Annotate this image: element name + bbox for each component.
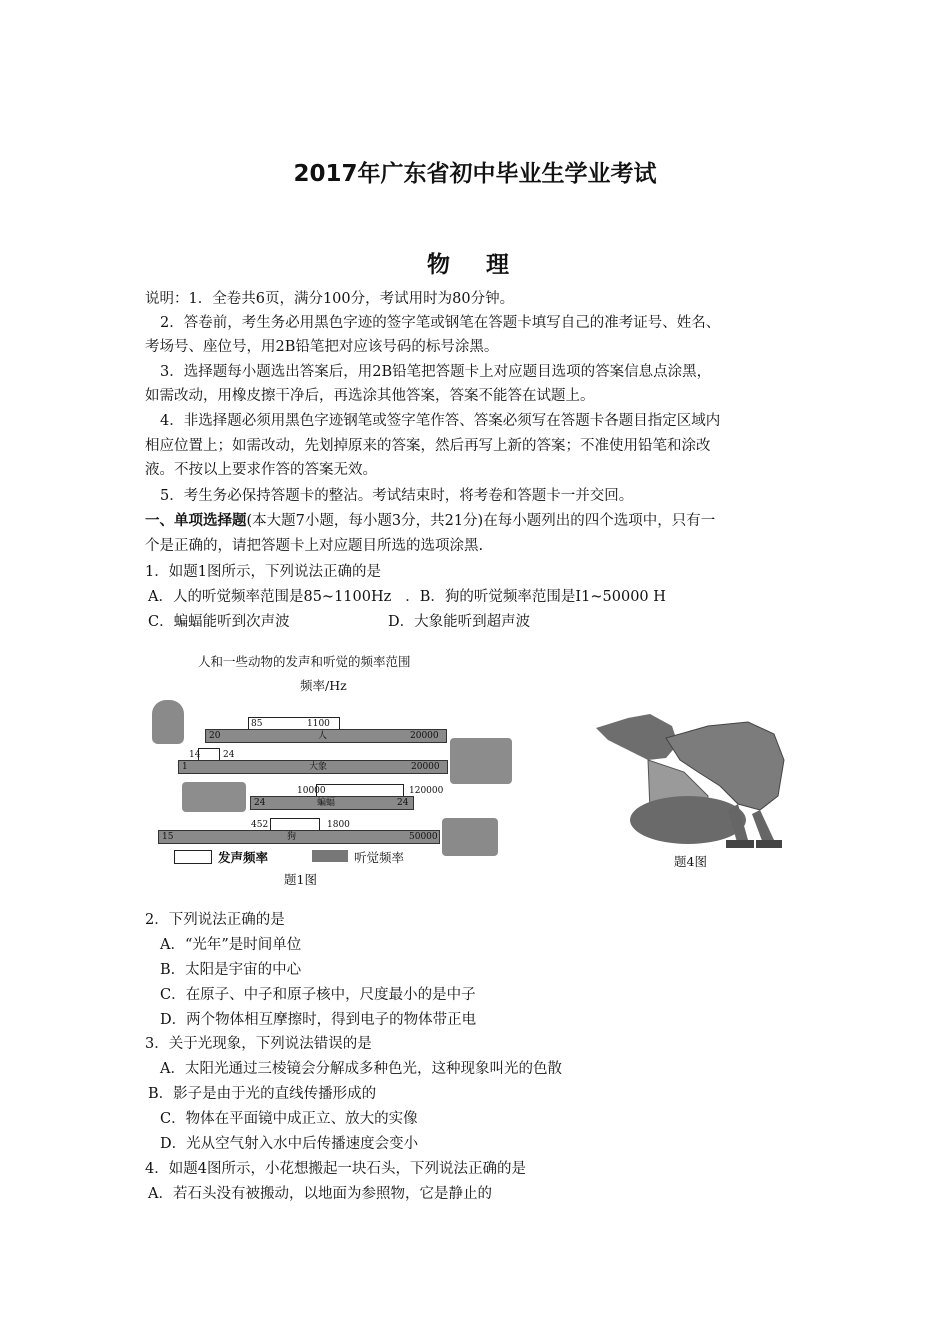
q2-option-b: B．太阳是宇宙的中心 (160, 962, 302, 978)
q1-options-row1 (148, 587, 813, 607)
q1-stem: 1．如题1图所示，下列说法正确的是 (145, 564, 381, 580)
human-voice-low: 85 (251, 719, 263, 729)
legend-hear-label: 听觉频率 (354, 850, 405, 865)
q1-options-row2 (148, 612, 813, 632)
girl-lifting-stone-illustration (588, 700, 818, 850)
elephant-hear-low: 1 (182, 762, 188, 772)
instruction-1: 说明：1．全卷共6页，满分100分，考试用时为80分钟。 (145, 291, 515, 307)
figure-1-title: 人和一些动物的发声和听觉的频率范围 (198, 654, 411, 669)
instruction-2: 2．答卷前，考生务必用黑色字迹的签字笔或钢笔在答题卡填写自己的准考证号、姓名、 (160, 315, 721, 331)
elephant-hear-high: 20000 (411, 762, 440, 772)
figure-1-caption: 题1图 (284, 872, 317, 887)
bat-voice-low: 10000 (297, 786, 326, 796)
section-1-heading: 一、单项选择题 (145, 513, 247, 529)
bat-voice-high: 120000 (409, 786, 444, 796)
dog-voice-low: 452 (251, 820, 269, 830)
bat-name: 蝙蝠 (317, 798, 336, 808)
dog-hear-bar (158, 830, 440, 844)
instruction-5: 5．考生务必保持答题卡的整沾。考试结束时，将考卷和答题卡一并交回。 (160, 488, 634, 504)
instruction-4: 4．非选择题必须用黑色字迹钢笔或签字笔作答、答案必须写在答题卡各题目指定区域内 (160, 413, 721, 429)
bat-hear-bar (250, 796, 414, 810)
q3-option-b: B．影子是由于光的直线传播形成的 (148, 1086, 377, 1102)
subject-title: 物 理 (426, 252, 523, 278)
q3-option-a: A．太阳光通过三棱镜会分解成多种色光，这种现象叫光的色散 (160, 1061, 562, 1077)
instruction-2-cont: 考场号、座位号，用2B铅笔把对应该号码的标号涂黑。 (145, 339, 499, 355)
q2-option-c: C．在原子、中子和原子核中，尺度最小的是中子 (160, 987, 476, 1003)
human-picture (152, 700, 184, 744)
q3-option-d: D．光从空气射入水中后传播速度会变小 (160, 1136, 419, 1152)
human-voice-high: 1100 (307, 719, 330, 729)
figure-1-unit: 频率/Hz (300, 678, 347, 693)
figure-1 (150, 650, 620, 890)
legend-voice-swatch (174, 850, 212, 864)
q1-option-b: ．B．狗的听觉频率范围是I1~50000 H (405, 589, 666, 605)
instruction-4-cont2: 液。不按以上要求作答的答案无效。 (145, 462, 377, 478)
q2-option-d: D．两个物体相互摩擦时，得到电子的物体带正电 (160, 1012, 477, 1028)
section-1-desc: (本大题7小题，每小题3分，共21分)在每小题列出的四个选项中，只有一 (246, 513, 716, 529)
elephant-hear-bar (178, 760, 448, 774)
legend-hear-swatch (312, 850, 348, 862)
q4-option-a: A．若石头没有被搬动，以地面为参照物，它是静止的 (148, 1186, 492, 1202)
section-1-desc-cont: 个是正确的，请把答题卡上对应题目所选的选项涂黑. (145, 538, 484, 554)
human-hear-low: 20 (209, 731, 221, 741)
q3-stem: 3．关于光现象，下列说法错误的是 (145, 1036, 372, 1052)
q1-option-a: A．人的听觉频率范围是85~1100Hz (148, 589, 392, 605)
q1-option-d: D．大象能听到超声波 (388, 614, 531, 630)
q4-stem: 4．如题4图所示，小花想搬起一块石头，下列说法正确的是 (145, 1161, 526, 1177)
section-1-heading-line (145, 511, 810, 531)
elephant-voice-high: 24 (223, 750, 235, 760)
instruction-3-cont: 如需改动，用橡皮擦干净后，再选涂其他答案，答案不能答在试题上。 (145, 388, 595, 404)
human-hear-bar (205, 729, 447, 743)
exam-title: 2017年广东省初中毕业生学业考试 (293, 161, 657, 187)
human-hear-high: 20000 (410, 731, 439, 741)
q2-stem: 2．下列说法正确的是 (145, 912, 285, 928)
elephant-picture (450, 738, 512, 784)
dog-hear-high: 50000 (409, 832, 438, 842)
dog-name: 狗 (287, 832, 297, 842)
human-name: 人 (318, 731, 328, 741)
q2-option-a: A．“光年”是时间单位 (160, 937, 302, 953)
dog-hear-low: 15 (162, 832, 174, 842)
instruction-4-cont: 相应位置上；如需改动，先划掉原来的答案，然后再写上新的答案；不准使用铅笔和涂改 (145, 438, 711, 454)
elephant-voice-low: 14 (189, 750, 201, 760)
figure-4 (588, 700, 818, 880)
legend-voice-label: 发声频率 (218, 850, 269, 865)
q1-option-c: C．蝙蝠能听到次声波 (148, 614, 290, 630)
bat-hear-low: 24 (254, 798, 266, 808)
dog-picture (442, 818, 498, 856)
instruction-3: 3．选择题每小题选出答案后，用2B铅笔把答题卡上对应题目选项的答案信息点涂黑， (160, 364, 712, 380)
bat-hear-high: 24 (397, 798, 409, 808)
dog-voice-high: 1800 (327, 820, 350, 830)
q3-option-c: C．物体在平面镜中成正立、放大的实像 (160, 1111, 418, 1127)
bat-picture (182, 782, 246, 812)
elephant-name: 大象 (309, 762, 328, 772)
figure-4-caption: 题4图 (674, 854, 707, 869)
